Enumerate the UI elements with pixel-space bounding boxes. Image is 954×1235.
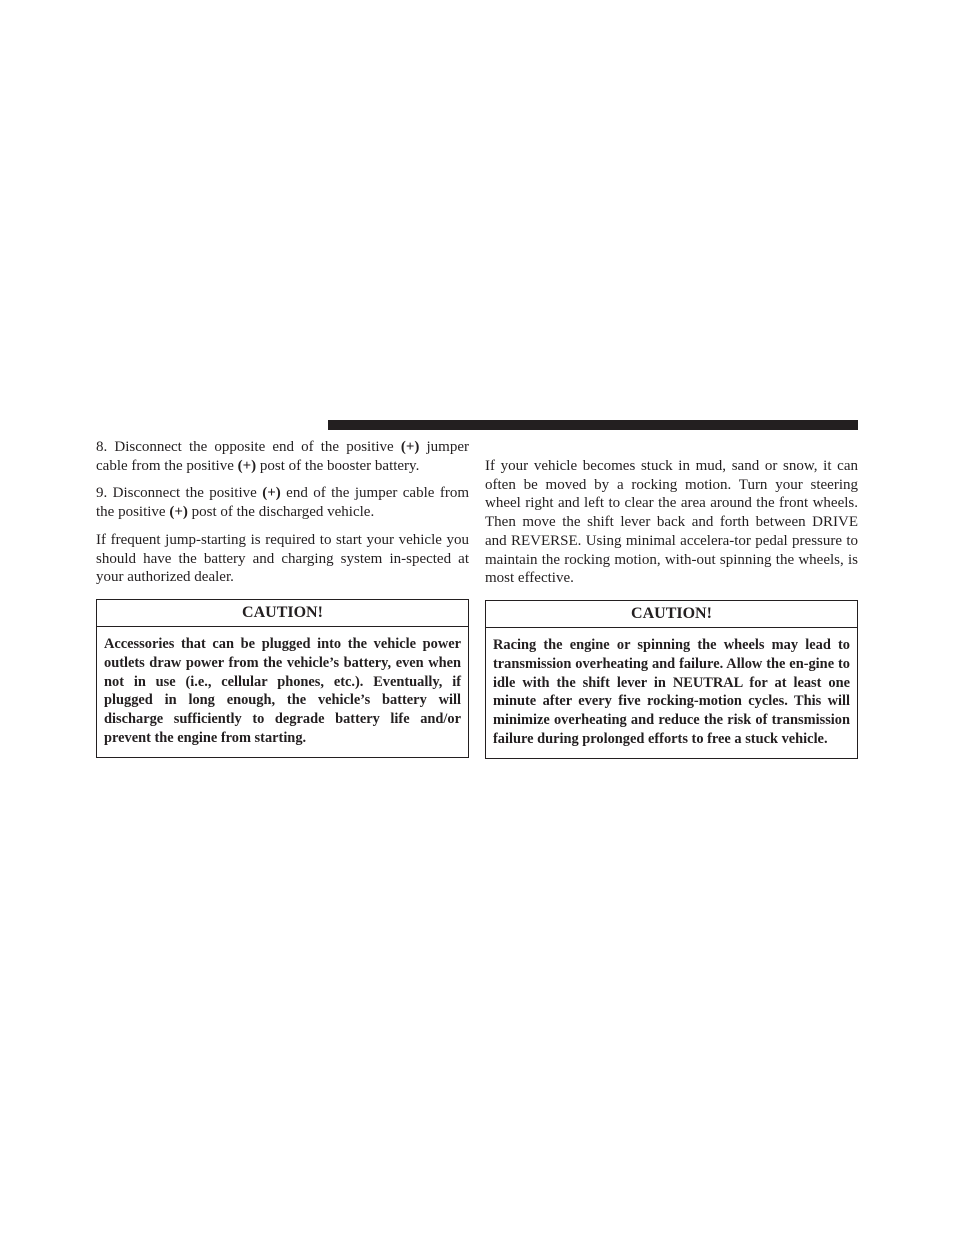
step-9-paragraph: [96, 484, 469, 521]
step-8-text-c: post of the booster battery.: [256, 457, 420, 474]
caution-box-rocking: [485, 600, 858, 759]
positive-symbol: (+): [400, 439, 420, 455]
step-9-text-a: 9. Disconnect the positive: [96, 485, 263, 502]
positive-symbol: (+): [262, 485, 281, 502]
step-9-text-b: end of the jumper cable from the positive: [96, 485, 469, 521]
caution-text: Accessories that can be plugged into the vehicle power outlets draw power from the vehicle’s battery, even when not in use (i.e., cellular phones, etc.). Eventually, if plugged in long enough, the vehicle’s battery will discharge sufficiently to degrade battery life and/or prevent the engine from starting.: [104, 635, 461, 746]
caution-text: Racing the engine or spinning the wheels may lead to transmission overheating and failure. Allow the en-gine to idle with the shift lever in NEUTRAL for at least one minute after every five rocking-motion cycles. This will minimize overheating and reduce the risk of transmission failure during prolonged efforts to free a stuck vehicle.: [493, 636, 850, 747]
left-column: [96, 438, 469, 758]
step-9-text-c: post of the discharged vehicle.: [187, 504, 375, 521]
frequent-jump-start-paragraph: If frequent jump-starting is required to start your vehicle you should have the battery and charging system in-spected at your authorized dealer.: [96, 531, 469, 586]
step-8-text-a: 8. Disconnect the opposite end of the positive: [96, 439, 401, 455]
step-8-text-b: jumper cable from the positive: [96, 439, 469, 474]
caution-box-accessories: [96, 599, 469, 758]
positive-symbol: (+): [169, 504, 188, 521]
stuck-vehicle-paragraph: If your vehicle becomes stuck in mud, sand or snow, it can often be moved by a rocking motion. Turn your steering wheel right and left to clear the area around the front wheels. Then move the shift lever back and forth between DRIVE and REVERSE. Using minimal accelera-tor pedal pressure to maintain the rocking motion, with-out spinning the wheels, is most effective.: [485, 458, 858, 587]
positive-symbol: (+): [237, 457, 257, 474]
right-column: [485, 457, 858, 759]
section-header-bar: [328, 420, 858, 430]
step-8-paragraph: [96, 438, 469, 475]
caution-title: CAUTION!: [486, 601, 857, 628]
caution-title: CAUTION!: [97, 600, 468, 627]
